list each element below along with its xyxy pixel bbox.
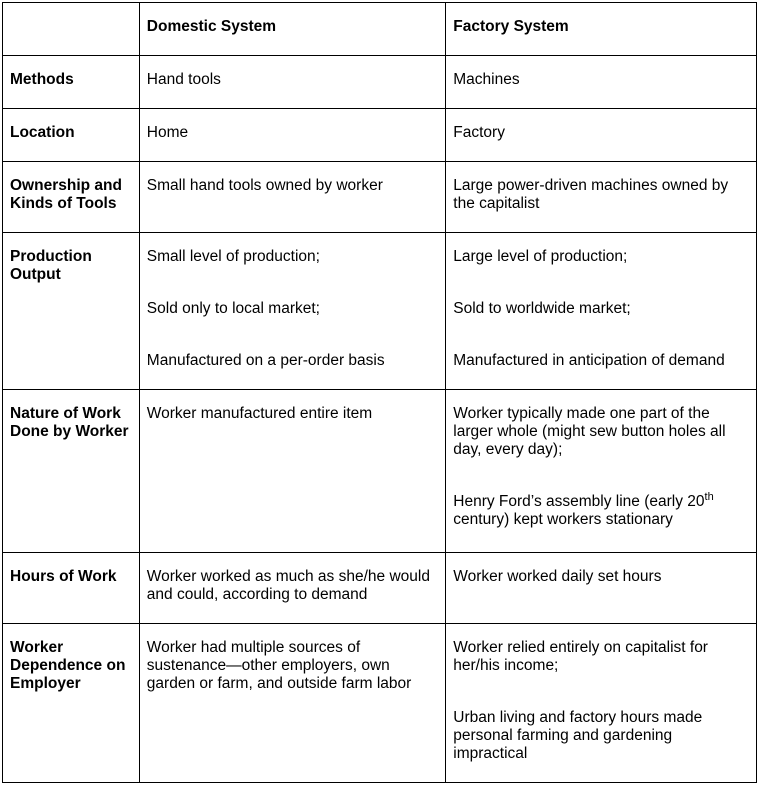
table-row-location (3, 109, 757, 162)
cell-text: Manufactured in anticipation of demand (453, 352, 725, 369)
table-row-ownership (3, 162, 757, 233)
domestic-cell (139, 109, 445, 162)
row-label: Production Output (3, 233, 140, 390)
cell-text: Worker typically made one part of the larger whole (might sew button holes all day, every day); (453, 405, 726, 458)
table-row-methods (3, 56, 757, 109)
factory-cell (446, 233, 757, 390)
factory-cell (446, 162, 757, 233)
comparison-table (2, 2, 757, 783)
factory-cell (446, 553, 757, 624)
table-row-worker-dependence (3, 624, 757, 783)
domestic-cell (139, 233, 445, 390)
row-label: Worker Dependence on Employer (3, 624, 140, 783)
table-row-production-output (3, 233, 757, 390)
cell-text: Worker worked daily set hours (453, 568, 662, 585)
factory-cell (446, 109, 757, 162)
cell-text: Small hand tools owned by worker (146, 177, 383, 194)
cell-text: Hand tools (146, 71, 221, 88)
cell-text: Manufactured on a per-order basis (146, 352, 385, 369)
cell-text: Large power-driven machines owned by the capitalist (453, 177, 729, 212)
row-label: Location (3, 109, 140, 162)
factory-cell (446, 390, 757, 553)
domestic-cell (139, 553, 445, 624)
cell-text: Factory (453, 124, 505, 141)
cell-text: Worker had multiple sources of sustenance—other employers, own garden or farm, and outside farm labor (146, 639, 412, 692)
domestic-cell (139, 56, 445, 109)
row-label: Methods (3, 56, 140, 109)
cell-text: Home (146, 124, 189, 141)
cell-text: Worker manufactured entire item (146, 405, 373, 422)
row-label: Nature of Work Done by Worker (3, 390, 140, 553)
cell-text: Small level of production; (146, 248, 320, 265)
cell-text: Worker relied entirely on capitalist for her/his income; (453, 639, 708, 674)
row-label: Hours of Work (3, 553, 140, 624)
ford-assembly-line-text (453, 490, 749, 529)
domestic-cell (139, 624, 445, 783)
factory-cell (446, 56, 757, 109)
cell-text: Urban living and factory hours made personal farming and gardening impractical (453, 709, 703, 762)
row-label: Ownership and Kinds of Tools (3, 162, 140, 233)
header-row (3, 3, 757, 56)
cell-text: Sold only to local market; (146, 300, 320, 317)
domestic-cell (139, 162, 445, 233)
header-factory-system: Factory System (446, 3, 757, 56)
cell-text-part: century) kept workers stationary (453, 511, 673, 528)
superscript-th: th (704, 490, 714, 503)
cell-text: Machines (453, 71, 520, 88)
domestic-cell (139, 390, 445, 553)
table-row-hours-of-work (3, 553, 757, 624)
cell-text: Worker worked as much as she/he would and could, according to demand (146, 568, 430, 603)
factory-cell (446, 624, 757, 783)
header-domestic-system: Domestic System (139, 3, 445, 56)
cell-text-part: Henry Ford’s assembly line (early 20 (453, 493, 705, 510)
table-row-nature-of-work (3, 390, 757, 553)
cell-text: Sold to worldwide market; (453, 300, 631, 317)
cell-text: Large level of production; (453, 248, 628, 265)
header-corner-cell (3, 3, 140, 56)
